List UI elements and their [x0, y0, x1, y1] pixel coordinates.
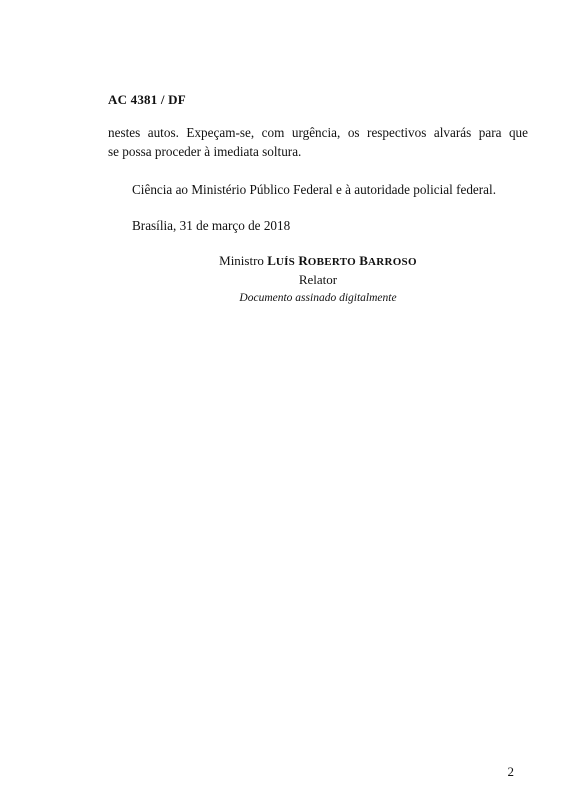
- paragraph-notification: Ciência ao Ministério Público Federal e à autoridade policial federal.: [132, 182, 496, 197]
- signatory-title: Ministro: [219, 253, 264, 268]
- name-rest: ARROSO: [367, 256, 417, 268]
- signatory-role: Relator: [298, 272, 338, 287]
- page-number: 2: [507, 764, 514, 779]
- digital-signature-note: Documento assinado digitalmente: [239, 292, 397, 304]
- name-initial: R: [298, 253, 308, 268]
- paragraph-date: Brasília, 31 de março de 2018: [132, 218, 291, 233]
- case-header: AC 4381 / DF: [108, 92, 186, 107]
- signature-block: [108, 252, 528, 307]
- signatory-name: [108, 252, 528, 271]
- name-rest: OBERTO: [307, 256, 357, 268]
- name-rest: UÍS: [275, 256, 296, 268]
- paragraph-order: [108, 123, 528, 161]
- name-initial: B: [359, 253, 368, 268]
- paragraph-line: se possa proceder à imediata soltura.: [108, 144, 302, 159]
- name-initial: L: [267, 253, 276, 268]
- paragraph-line: nestes autos. Expeçam-se, com urgência, os respectivos alvarás para que: [108, 125, 528, 140]
